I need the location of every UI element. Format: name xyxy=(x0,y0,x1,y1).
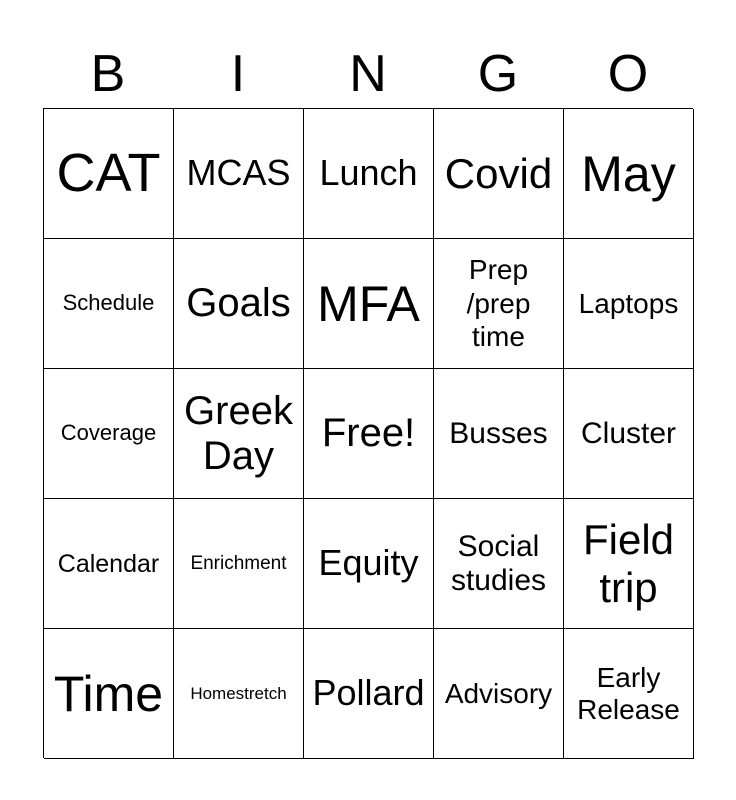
bingo-cell-r5c5[interactable] xyxy=(564,629,694,759)
bingo-cell-r3c2[interactable] xyxy=(174,369,304,499)
bingo-cell-r1c1[interactable] xyxy=(44,109,174,239)
cell-label: Time xyxy=(53,665,164,722)
cell-label: Coverage xyxy=(60,420,157,446)
cell-label: Early Release xyxy=(577,662,680,725)
cell-label: Cluster xyxy=(580,416,677,450)
bingo-cell-r1c2[interactable] xyxy=(174,109,304,239)
bingo-cell-r2c5[interactable] xyxy=(564,239,694,369)
cell-label: CAT xyxy=(56,143,161,204)
cell-label: Lunch xyxy=(319,152,418,194)
cell-label: Schedule xyxy=(62,290,155,316)
bingo-cell-r3c4[interactable] xyxy=(434,369,564,499)
cell-label: May xyxy=(581,145,676,202)
bingo-cell-r3c5[interactable] xyxy=(564,369,694,499)
cell-label: Pollard xyxy=(312,672,425,714)
bingo-cell-r4c3[interactable] xyxy=(304,499,434,629)
cell-label: MCAS xyxy=(186,152,291,194)
bingo-cell-r4c2[interactable] xyxy=(174,499,304,629)
bingo-cell-r4c1[interactable] xyxy=(44,499,174,629)
cell-label: Social studies xyxy=(450,529,547,597)
header-letter-o: O xyxy=(607,45,649,103)
cell-label: Busses xyxy=(449,416,548,450)
bingo-cell-r5c3[interactable] xyxy=(304,629,434,759)
header-letter-b: B xyxy=(90,45,126,103)
bingo-cell-r5c1[interactable] xyxy=(44,629,174,759)
bingo-cell-r4c5[interactable] xyxy=(564,499,694,629)
bingo-cell-r2c3[interactable] xyxy=(304,239,434,369)
cell-label: Free! xyxy=(321,411,416,456)
cell-label: Prep /prep time xyxy=(466,254,531,353)
cell-label: Enrichment xyxy=(190,552,287,574)
cell-label: Field trip xyxy=(582,516,675,611)
cell-label: Calendar xyxy=(57,549,160,578)
bingo-cell-r3c3[interactable] xyxy=(304,369,434,499)
bingo-cell-r5c2[interactable] xyxy=(174,629,304,759)
header-letter-g: G xyxy=(477,45,519,103)
header-letter-i: I xyxy=(230,45,246,103)
bingo-cell-r3c1[interactable] xyxy=(44,369,174,499)
bingo-cell-r5c4[interactable] xyxy=(434,629,564,759)
bingo-cell-r2c2[interactable] xyxy=(174,239,304,369)
bingo-cell-r1c4[interactable] xyxy=(434,109,564,239)
bingo-cell-r4c4[interactable] xyxy=(434,499,564,629)
cell-label: Advisory xyxy=(444,677,553,709)
bingo-cell-r1c3[interactable] xyxy=(304,109,434,239)
bingo-cell-r2c4[interactable] xyxy=(434,239,564,369)
bingo-board xyxy=(43,108,693,758)
cell-label: Covid xyxy=(444,149,553,197)
cell-label: MFA xyxy=(317,275,420,332)
cell-label: Goals xyxy=(186,281,291,326)
cell-label: Laptops xyxy=(578,287,679,319)
header-letter-n: N xyxy=(349,45,387,103)
cell-label: Equity xyxy=(318,542,419,584)
bingo-cell-r2c1[interactable] xyxy=(44,239,174,369)
bingo-cell-r1c5[interactable] xyxy=(564,109,694,239)
cell-label: Homestretch xyxy=(190,683,287,703)
bingo-header xyxy=(43,40,693,108)
cell-label: Greek Day xyxy=(184,388,293,478)
